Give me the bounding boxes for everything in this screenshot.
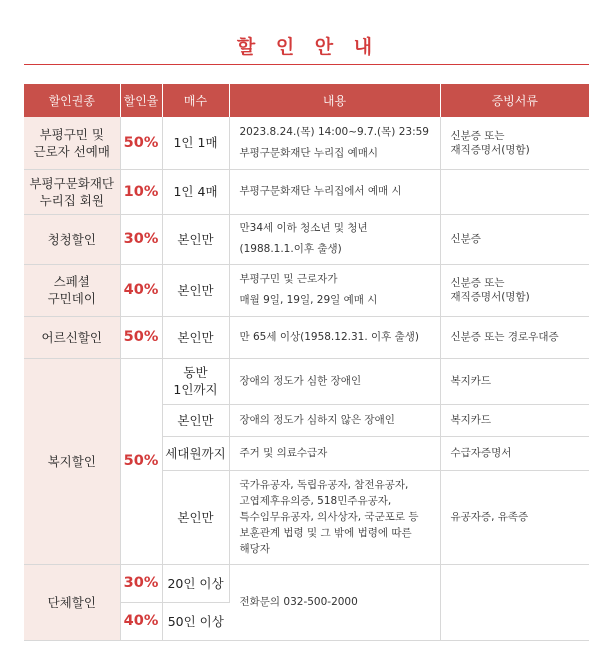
ticket-count: 1인 1매 [162,117,229,169]
content-cell: 부평구민 및 근로자가 매월 9일, 19일, 29일 예매 시 [229,264,440,316]
discount-rate: 30% [120,214,162,264]
table-row [24,169,589,214]
content-cell: 장애의 정도가 심하지 않은 장애인 [229,404,440,436]
ticket-type-cell: 부평구문화재단 누리집 회원 [24,169,120,214]
content-cell: 국가유공자, 독립유공자, 참전유공자, 고엽제후유의증, 518민주유공자, 특수임무유공자, 의사상자, 국군포로 등 보훈관계 법령 및 그 밖에 법령에 따른 해당자 [229,470,440,564]
proof-cell: 신분증 [440,214,589,264]
table-row [24,117,589,169]
header-count: 매수 [162,84,229,117]
header-proof: 증빙서류 [440,84,589,117]
content-cell: 만34세 이하 청소년 및 청년 (1988.1.1.이후 출생) [229,214,440,264]
ticket-type-cell: 청청할인 [24,214,120,264]
ticket-count: 20인 이상 [162,564,229,602]
header-type: 할인권종 [24,84,120,117]
table-row [24,214,589,264]
proof-cell [440,169,589,214]
proof-cell: 수급자증명서 [440,436,589,470]
content-cell: 주거 및 의료수급자 [229,436,440,470]
ticket-count: 본인만 [162,470,229,564]
discount-rate: 40% [120,264,162,316]
page-title: 할 인 안 내 [236,36,380,58]
discount-rate: 50% [120,117,162,169]
proof-cell: 신분증 또는 재직증명서(명함) [440,264,589,316]
discount-table [24,84,589,641]
discount-rate: 10% [120,169,162,214]
discount-rate: 40% [120,602,162,640]
ticket-count: 1인 4매 [162,169,229,214]
ticket-count: 본인만 [162,214,229,264]
proof-cell: 신분증 또는 재직증명서(명함) [440,117,589,169]
proof-cell: 신분증 또는 경로우대증 [440,316,589,358]
ticket-type-cell: 복지할인 [24,358,120,564]
table-row [24,316,589,358]
proof-cell: 유공자증, 유족증 [440,470,589,564]
ticket-type-cell: 어르신할인 [24,316,120,358]
content-cell: 전화문의 032-500-2000 [229,564,440,640]
ticket-type-cell: 단체할인 [24,564,120,640]
table-row [24,264,589,316]
proof-cell: 복지카드 [440,404,589,436]
ticket-type-cell: 부평구민 및 근로자 선예매 [24,117,120,169]
content-cell: 부평구문화재단 누리집에서 예매 시 [229,169,440,214]
proof-cell: 복지카드 [440,358,589,404]
title-divider [24,64,589,65]
discount-rate: 50% [120,316,162,358]
ticket-count: 본인만 [162,404,229,436]
header-rate: 할인율 [120,84,162,117]
discount-rate: 30% [120,564,162,602]
ticket-count: 본인만 [162,316,229,358]
table-row [24,564,589,602]
content-cell: 장애의 정도가 심한 장애인 [229,358,440,404]
ticket-type-cell: 스페셜 구민데이 [24,264,120,316]
ticket-count: 동반 1인까지 [162,358,229,404]
header-content: 내용 [229,84,440,117]
ticket-count: 세대원까지 [162,436,229,470]
proof-cell [440,564,589,640]
content-cell: 2023.8.24.(목) 14:00~9.7.(목) 23:59 부평구문화재단 누리집 예매시 [229,117,440,169]
table-row [24,358,589,404]
table-header-row [24,84,589,117]
content-cell: 만 65세 이상(1958.12.31. 이후 출생) [229,316,440,358]
ticket-count: 50인 이상 [162,602,229,640]
ticket-count: 본인만 [162,264,229,316]
discount-rate: 50% [120,358,162,564]
